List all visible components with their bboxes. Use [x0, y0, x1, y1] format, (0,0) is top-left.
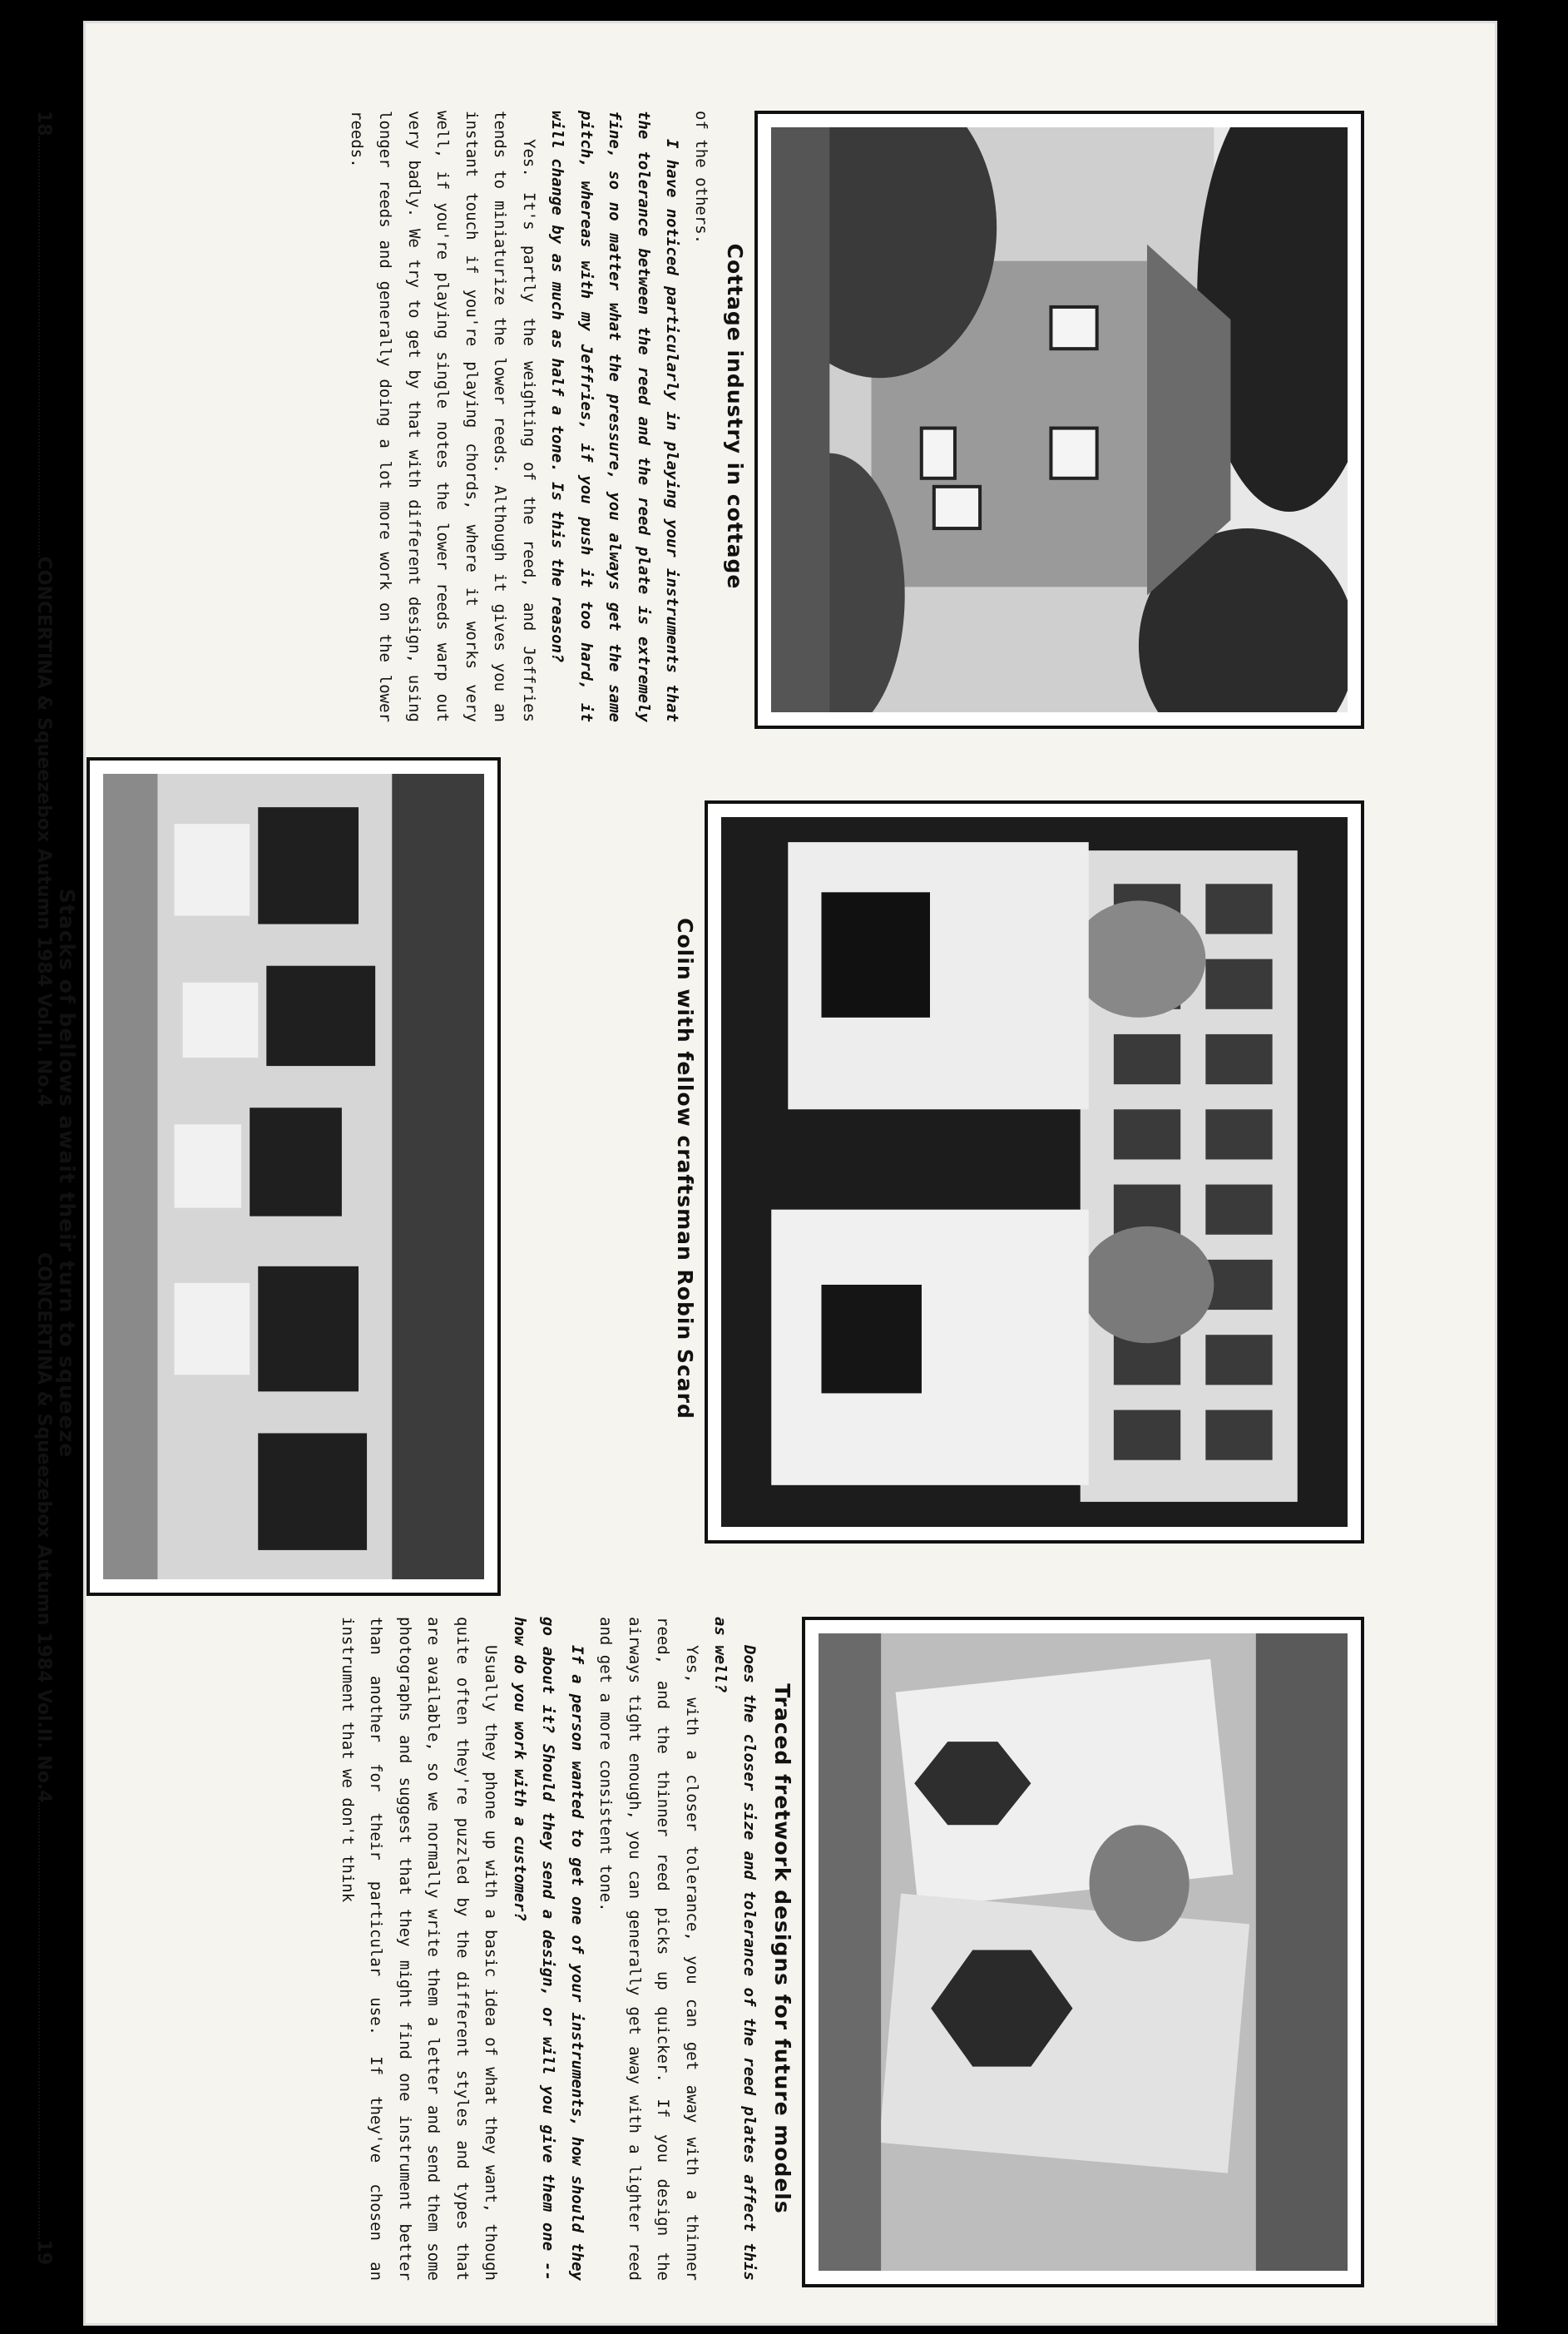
cottage-photo: [771, 127, 1348, 712]
right-text-answer-2: Usually they phone up with a basic idea of what they want, though quite often they're puzzled by the different styles and types that are available, so we normally write them a letter and send them some photographs and suggest that they might find one instrument better than another for their particular use. If they've chosen an instrument that we don't think: [339, 1617, 501, 2281]
bellows-photo: [103, 774, 484, 1579]
colin-photo: [721, 817, 1348, 1527]
colin-photo-frame: [705, 800, 1364, 1544]
footer-right-title: CONCERTINA & Squeezebox Autumn 1984 Vol.II. No.4: [33, 1252, 54, 1803]
footer-left: [33, 111, 54, 1107]
page-number-left: 18: [33, 111, 54, 136]
left-article-text: [343, 111, 716, 722]
right-text-question-1: Does the closer size and tolerance of the reed plates affect this as well?: [711, 1617, 759, 2281]
page-number-right: 19: [33, 2239, 54, 2266]
caption-cottage: Cottage industry in cottage: [723, 243, 747, 590]
footer-right-leader: [38, 1802, 45, 2239]
footer-right: [33, 1252, 54, 2265]
right-text-answer-1: Yes, with a closer tolerance, you can get away with a thinner reed, and the thinner reed picks up quicker. If you design the airways tight enough, you can generally get away with a lighter reed and get a more consistent tone.: [596, 1617, 701, 2281]
fretwork-photo-frame: [802, 1617, 1364, 2287]
left-text-p0: of the others.: [692, 111, 710, 245]
right-text-question-2: If a person wanted to get one of your instruments, how should they go about it? Should they send a design, or will you give them one -- how do you work with a customer?: [511, 1617, 586, 2281]
left-text-question: I have noticed particularly in playing your instruments that the tolerance between the reed and the reed plate is extremely fine, so no matter what the pressure, you always get the same pitch, whereas with my Jeffries, if you push it too hard, it will change by as much as half a tone. Is this the reason?: [548, 111, 682, 722]
caption-fretwork: Traced fretwork designs for future models: [770, 1683, 794, 2214]
bellows-photo-frame: [87, 757, 501, 1596]
caption-bellows: Stacks of bellows await their turn to squeeze: [55, 888, 79, 1459]
footer-left-title: CONCERTINA & Squeezebox Autumn 1984 Vol.II. No.4: [33, 556, 54, 1108]
right-article-text: [334, 1617, 764, 2281]
left-text-answer: Yes. It's partly the weighting of the reed, and Jeffries tends to miniaturize the lower reeds. Although it gives you an instant touch if you're playing chords, where it works very well, if you're playing single notes the lower reeds warp out very badly. We try to get by that with different design, using longer reeds and generally doing a lot more work on the lower reeds.: [348, 111, 538, 722]
cottage-photo-frame: [754, 111, 1364, 729]
caption-colin: Colin with fellow craftsman Robin Scard: [673, 918, 697, 1420]
footer-left-leader: [38, 136, 45, 557]
magazine-spread: [8, 21, 1406, 2284]
fretwork-photo: [819, 1633, 1348, 2271]
